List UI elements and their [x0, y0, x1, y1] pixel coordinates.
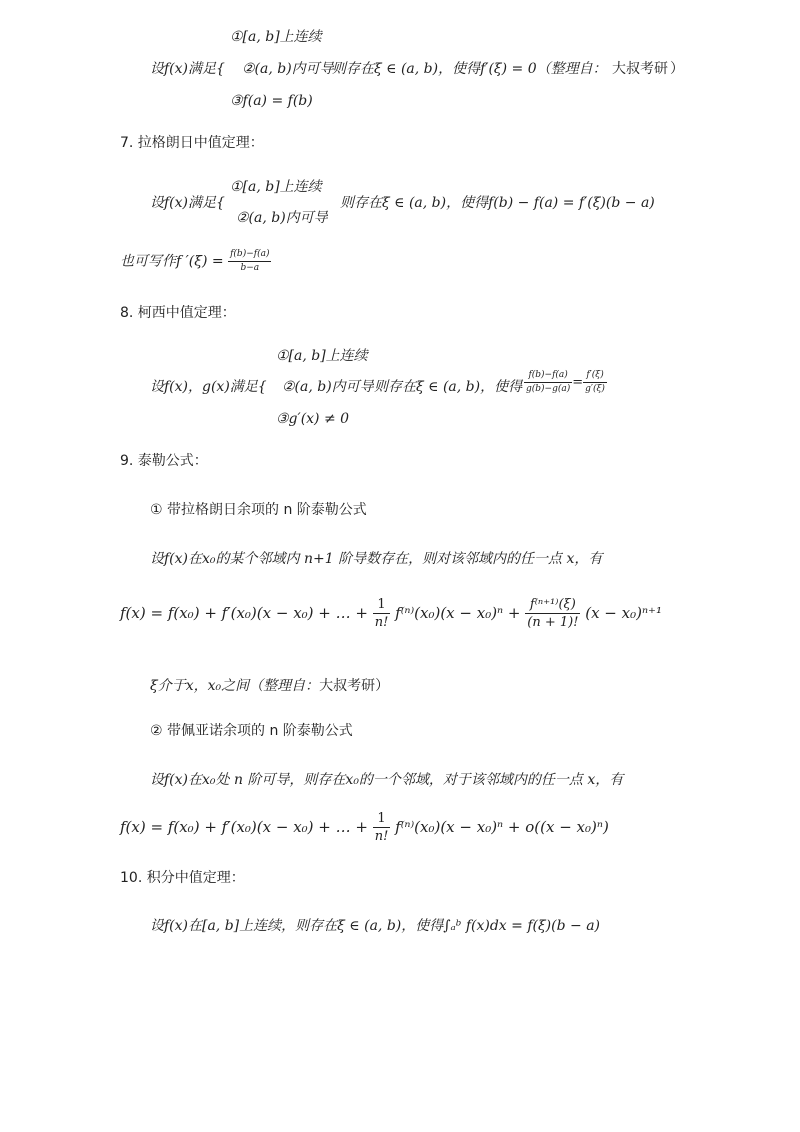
rolle-condition-1: ①[a, b]上连续 [230, 29, 322, 45]
taylor-sub2-frac-num: 1 [373, 812, 391, 828]
taylor-sub1-middle: f⁽ⁿ⁾(x₀)(x − x₀)ⁿ + [395, 604, 521, 622]
rolle-close: ） [670, 61, 684, 77]
taylor-sub2-formula [120, 812, 609, 843]
cauchy-condition-2: ②(a, b)内可导 [282, 379, 374, 395]
integral-heading: 10. 积分中值定理： [120, 870, 245, 886]
cauchy-condition-1: ①[a, b]上连续 [276, 348, 368, 364]
cauchy-fraction-right [583, 371, 607, 394]
lagrange-heading: 7. 拉格朗日中值定理： [120, 135, 264, 151]
lagrange-condition-2: ②(a, b)内可导 [236, 210, 328, 226]
cauchy-prefix: 设f(x)，g(x)满足{ [150, 379, 267, 395]
rolle-condition-3: ③f(a) = f(b) [230, 93, 313, 109]
taylor-sub1-frac2-num: f⁽ⁿ⁺¹⁾(ξ) [525, 598, 580, 614]
rolle-source: 大叔考研 [612, 61, 668, 77]
rolle-prefix: 设f(x)满足{ [150, 61, 225, 77]
lagrange-alt-form [120, 250, 271, 273]
taylor-sub1-frac2-den: (n + 1)! [527, 615, 579, 630]
lagrange-conclusion: 则存在ξ ∈ (a, b)，使得f(b) − f(a) = f′(ξ)(b − a) [340, 195, 655, 211]
cauchy-fraction-equation [524, 371, 607, 394]
taylor-sub2-lhs: f(x) = f(x₀) + f′(x₀)(x − x₀) + … + [120, 818, 368, 836]
taylor-sub1-formula [120, 598, 662, 629]
taylor-sub2-heading: ② 带佩亚诺余项的 n 阶泰勒公式 [150, 723, 353, 739]
cauchy-condition-3: ③g′(x) ≠ 0 [276, 411, 350, 427]
taylor-sub1-close: ） [375, 678, 390, 694]
taylor-sub2-tail: f⁽ⁿ⁾(x₀)(x − x₀)ⁿ + o((x − x₀)ⁿ) [395, 818, 609, 836]
taylor-sub1-fraction-1 [373, 598, 391, 629]
taylor-sub2-fraction [373, 812, 391, 843]
lagrange-alt-prefix: 也可写作f ′(ξ) = [120, 253, 224, 270]
taylor-sub1-tail: (x − x₀)ⁿ⁺¹ [585, 604, 662, 622]
taylor-sub1-frac1-den: n! [374, 615, 389, 630]
taylor-sub1-fraction-2 [525, 598, 580, 629]
taylor-sub1-text: 设f(x)在x₀的某个邻域内 n+1 阶导数存在，则对该邻域内的任一点 x，有 [150, 551, 603, 567]
taylor-sub1-source: 大叔考研 [319, 678, 376, 694]
cauchy-denominator-right: g′(ξ) [585, 384, 605, 394]
cauchy-equals: = [572, 375, 584, 390]
cauchy-conclusion: 则存在ξ ∈ (a, b)，使得 [374, 379, 523, 395]
taylor-sub2-frac-den: n! [374, 829, 389, 844]
cauchy-denominator-left: g(b)−g(a) [526, 384, 571, 394]
taylor-heading: 9. 泰勒公式： [120, 453, 208, 469]
taylor-sub1-frac1-num: 1 [373, 598, 391, 614]
taylor-sub1-heading: ① 带拉格朗日余项的 n 阶泰勒公式 [150, 502, 367, 518]
taylor-sub1-xi-text: ξ介于x，x₀之间（整理自： [150, 678, 320, 694]
integral-text: 设f(x)在[a, b]上连续，则存在ξ ∈ (a, b)，使得∫ₐᵇ f(x)dx = f(ξ)(b − a) [150, 918, 601, 934]
cauchy-numerator-right: f′(ξ) [583, 371, 607, 383]
lagrange-prefix: 设f(x)满足{ [150, 195, 225, 211]
rolle-conclusion: 则存在ξ ∈ (a, b)，使得f′(ξ) = 0（整理自： [332, 61, 607, 77]
taylor-sub2-text: 设f(x)在x₀处 n 阶可导，则存在x₀的一个邻域，对于该邻域内的任一点 x，有 [150, 772, 624, 788]
taylor-sub1-lhs: f(x) = f(x₀) + f′(x₀)(x − x₀) + … + [120, 604, 368, 622]
lagrange-alt-fraction [228, 250, 271, 273]
rolle-condition-2: ②(a, b)内可导 [242, 61, 334, 77]
lagrange-condition-1: ①[a, b]上连续 [230, 179, 322, 195]
cauchy-heading: 8. 柯西中值定理： [120, 305, 236, 321]
lagrange-alt-denominator: b−a [240, 263, 260, 273]
taylor-sub1-xi-note [150, 679, 389, 693]
cauchy-fraction-left [524, 371, 572, 394]
cauchy-numerator-left: f(b)−f(a) [524, 371, 572, 383]
lagrange-alt-numerator: f(b)−f(a) [228, 250, 271, 262]
